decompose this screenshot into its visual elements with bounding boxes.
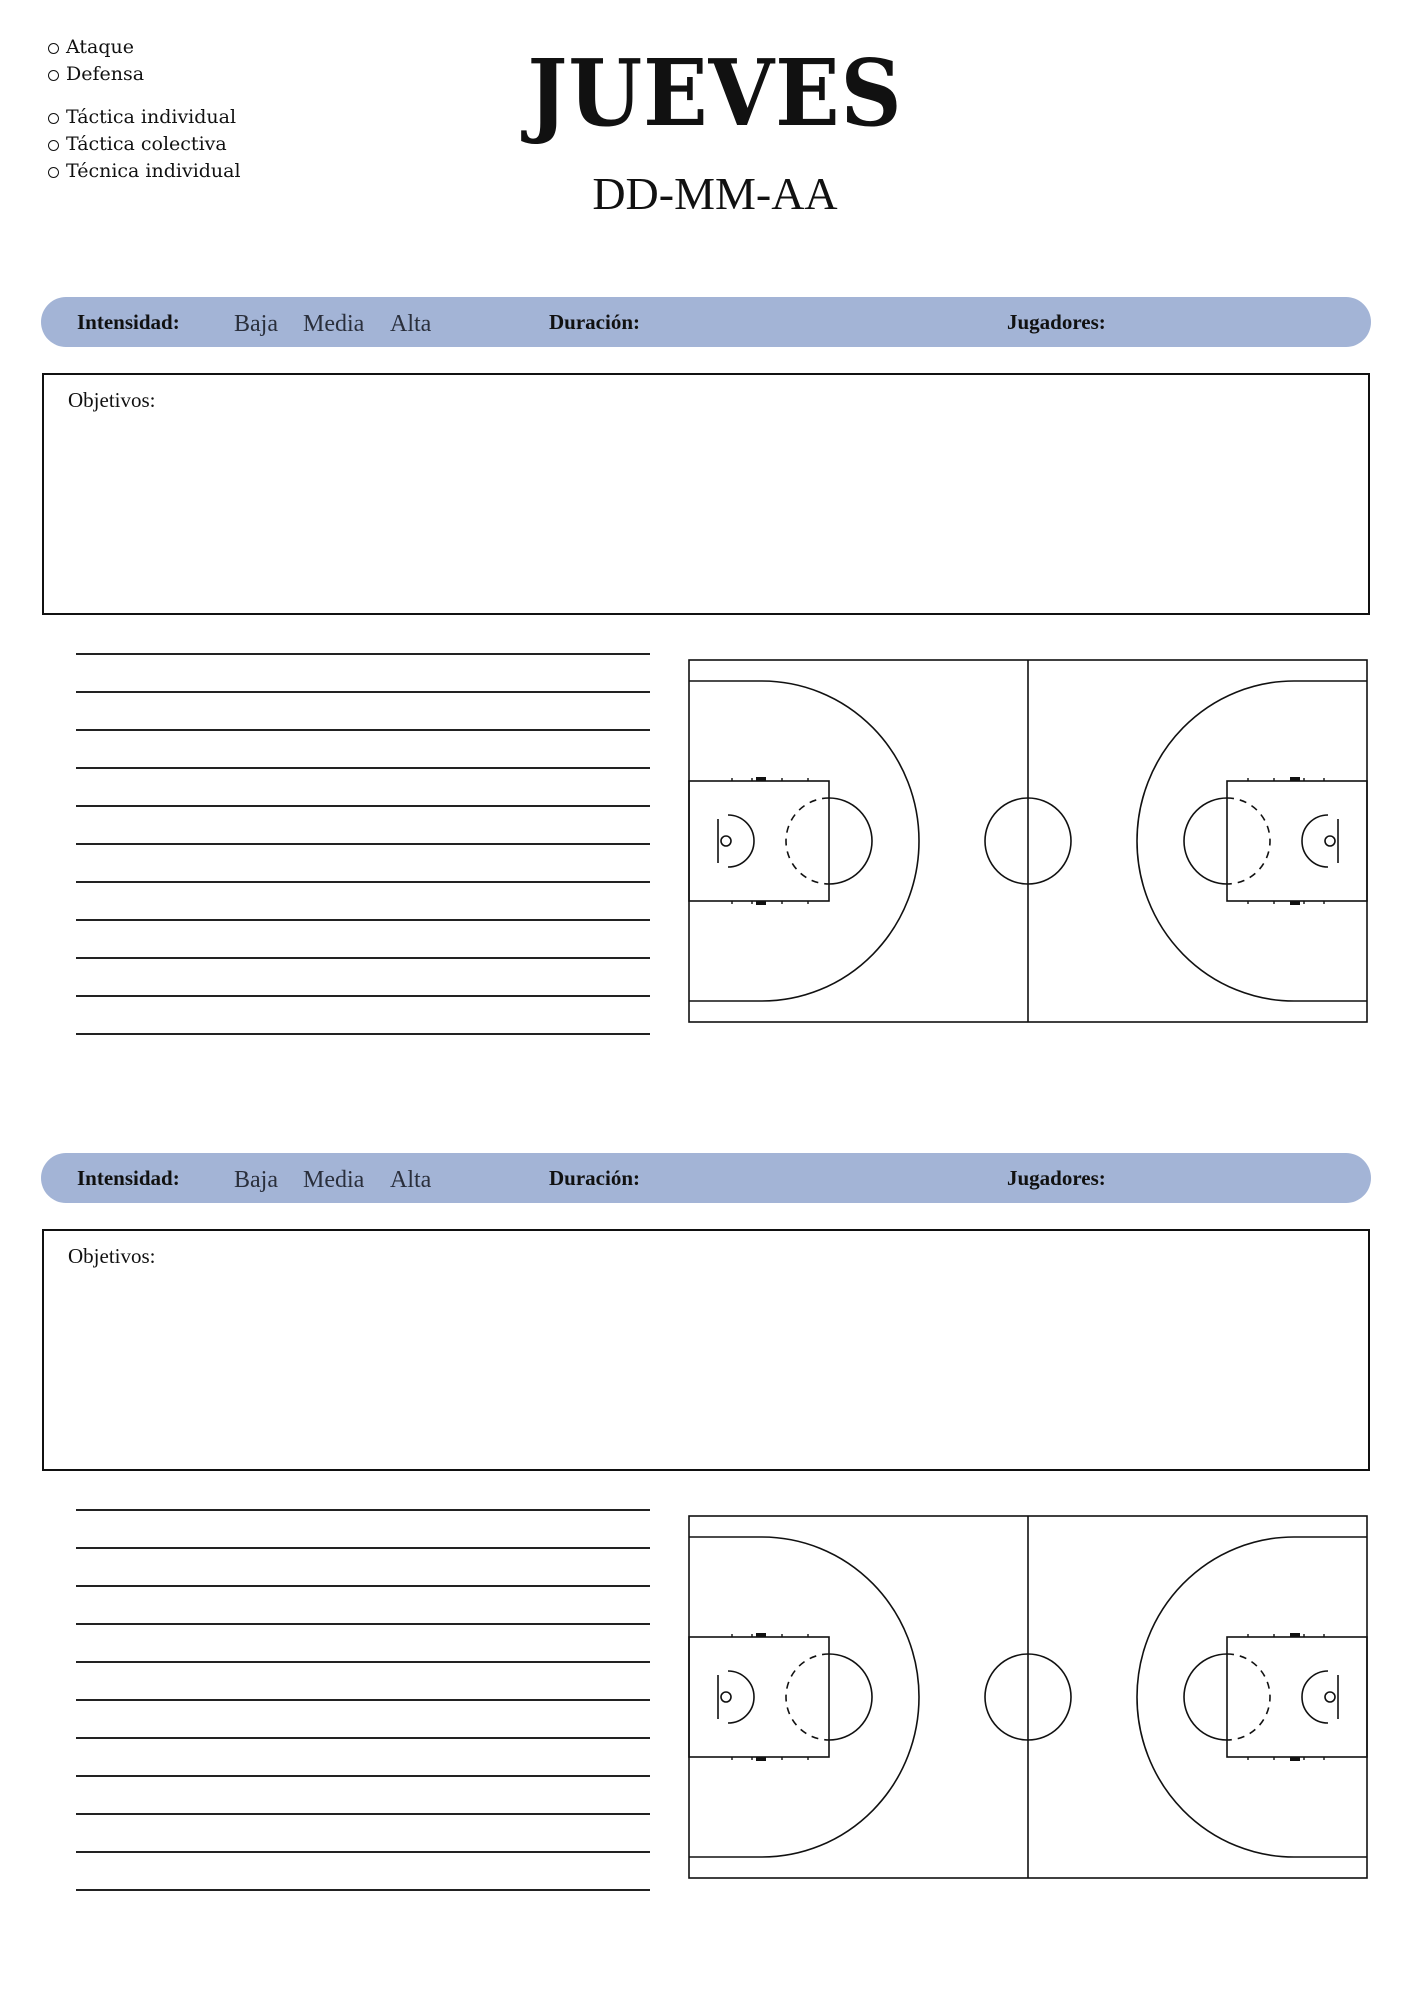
intensity-option-alta[interactable]: Alta (390, 1167, 432, 1193)
checklist-item-label: Táctica individual (66, 106, 237, 128)
intensity-label: Intensidad: (77, 1166, 180, 1190)
objectives-box[interactable] (42, 373, 1370, 615)
note-line[interactable] (76, 1813, 650, 1815)
intensity-option-media[interactable]: Media (303, 1167, 365, 1193)
basketball-court-diagram (688, 659, 1368, 1023)
session-block-1 (0, 297, 1414, 1157)
objectives-box[interactable] (42, 1229, 1370, 1471)
date-placeholder: DD-MM-AA (592, 168, 838, 219)
duration-label: Duración: (549, 1166, 640, 1190)
players-label: Jugadores: (1007, 1166, 1106, 1190)
session-block-2 (0, 1153, 1414, 2013)
notes-lines (76, 1509, 650, 1899)
intensity-option-media[interactable]: Media (303, 311, 365, 337)
intensity-option-baja[interactable]: Baja (234, 311, 278, 337)
intensity-option-alta[interactable]: Alta (390, 311, 432, 337)
note-line[interactable] (76, 1851, 650, 1853)
note-line[interactable] (76, 995, 650, 997)
checklist-item-label: Ataque (66, 36, 134, 58)
checklist-item-label: Técnica individual (66, 160, 241, 182)
note-line[interactable] (76, 1699, 650, 1701)
duration-label: Duración: (549, 310, 640, 334)
note-line[interactable] (76, 1889, 650, 1891)
intensity-label: Intensidad: (77, 310, 180, 334)
note-line[interactable] (76, 1033, 650, 1035)
players-label: Jugadores: (1007, 310, 1106, 334)
objectives-label: Objetivos: (68, 388, 156, 412)
note-line[interactable] (76, 881, 650, 883)
note-line[interactable] (76, 957, 650, 959)
notes-lines (76, 653, 650, 1043)
note-line[interactable] (76, 1547, 650, 1549)
note-line[interactable] (76, 767, 650, 769)
note-line[interactable] (76, 1509, 650, 1511)
note-line[interactable] (76, 1775, 650, 1777)
page-title: JUEVES (527, 39, 903, 147)
checklist-item-label: Defensa (66, 63, 145, 85)
session-info-bar (41, 1153, 1371, 1203)
note-line[interactable] (76, 843, 650, 845)
note-line[interactable] (76, 1585, 650, 1587)
note-line[interactable] (76, 653, 650, 655)
basketball-court-diagram (688, 1515, 1368, 1879)
note-line[interactable] (76, 1623, 650, 1625)
session-info-bar (41, 297, 1371, 347)
note-line[interactable] (76, 1661, 650, 1663)
note-line[interactable] (76, 805, 650, 807)
objectives-label: Objetivos: (68, 1244, 156, 1268)
checklist-item-label: Táctica colectiva (66, 133, 227, 155)
intensity-option-baja[interactable]: Baja (234, 1167, 278, 1193)
note-line[interactable] (76, 729, 650, 731)
note-line[interactable] (76, 919, 650, 921)
note-line[interactable] (76, 1737, 650, 1739)
note-line[interactable] (76, 691, 650, 693)
